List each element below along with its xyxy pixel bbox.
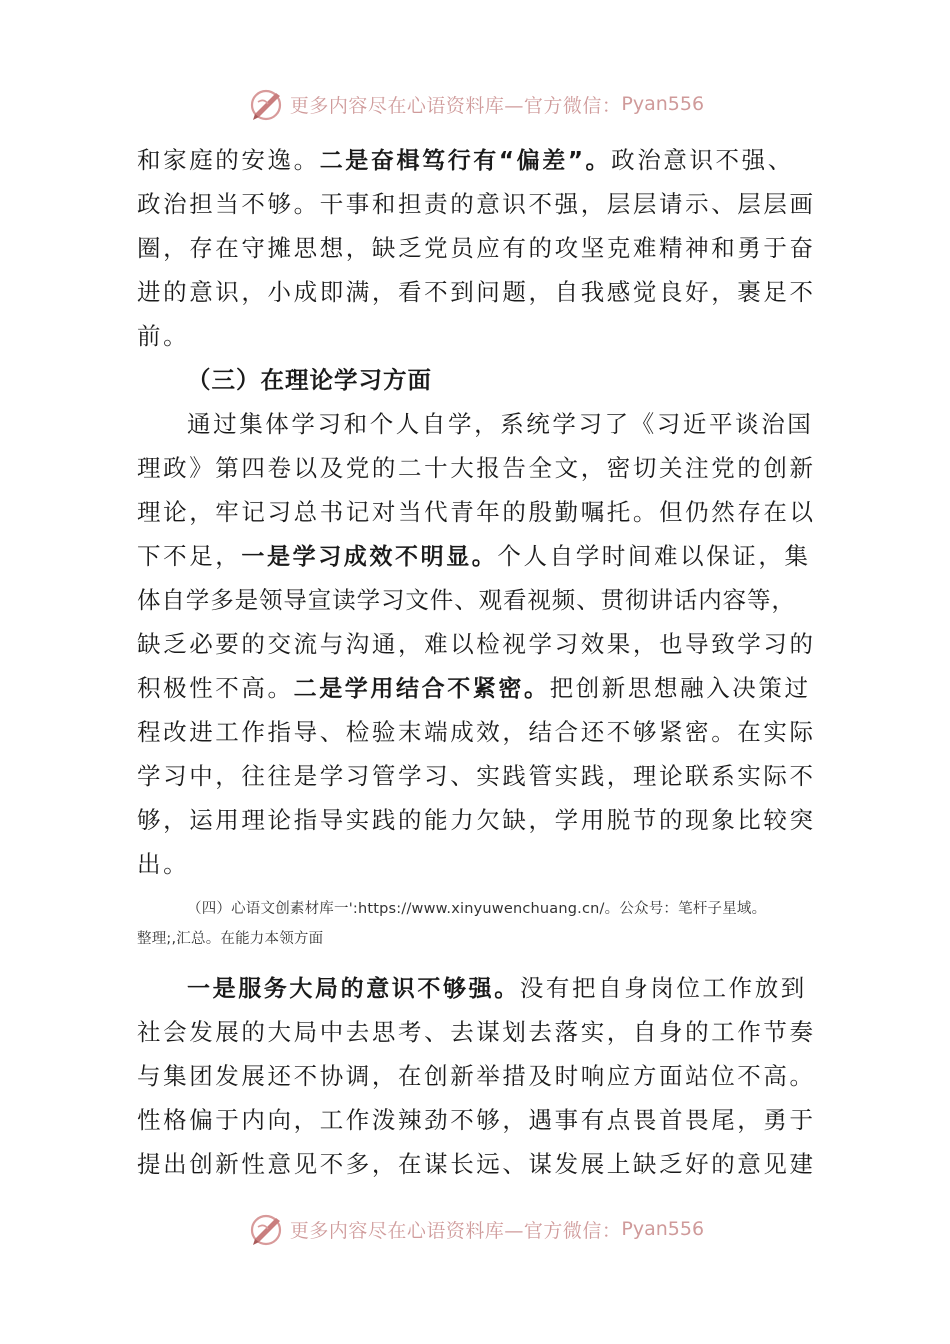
bold-phrase: 二是奋楫笃行有“偏差”。 xyxy=(319,148,612,174)
paragraph-line: 学习中，往往是学习管学习、实践管实践，理论联系实际不 xyxy=(137,762,816,790)
inserted-note-line: （四）心语文创素材库一':https://www.xinyuwenchuang.cn/。公众号：笔杆子星域。 xyxy=(187,901,767,917)
paragraph-line: 圈，存在守摊思想，缺乏党员应有的攻坚克难精神和勇于奋 xyxy=(137,234,816,262)
document-body xyxy=(137,138,817,1186)
paragraph-line: 和家庭的安逸。二是奋楫笃行有“偏差”。政治意识不强、 xyxy=(137,146,794,174)
banner-text: 更多内容尽在心语资料库—官方微信： xyxy=(289,94,622,117)
paragraph-line: 一是服务大局的意识不够强。没有把自身岗位工作放到 xyxy=(187,974,807,1002)
bold-phrase: 一是学习成效不明显。 xyxy=(241,544,498,570)
spacer xyxy=(137,954,817,966)
paragraph-line: 社会发展的大局中去思考、去谋划去落实，自身的工作节奏 xyxy=(137,1018,816,1046)
pen-logo-icon xyxy=(246,1209,286,1249)
banner-text: 更多内容尽在心语资料库—官方微信： xyxy=(289,1219,622,1242)
paragraph-line: 下不足，一是学习成效不明显。个人自学时间难以保证，集 xyxy=(137,542,811,570)
pen-logo-icon xyxy=(246,84,286,124)
header-watermark-banner xyxy=(0,82,950,126)
inserted-note-line: 整理;,汇总。在能力本领方面 xyxy=(137,931,324,947)
paragraph-line: 通过集体学习和个人自学，系统学习了《习近平谈治国 xyxy=(187,410,814,438)
paragraph-line: 够，运用理论指导实践的能力欠缺，学用脱节的现象比较突 xyxy=(137,806,816,834)
bold-phrase: 一是服务大局的意识不够强。 xyxy=(187,976,520,1002)
paragraph-line: 前。 xyxy=(137,322,190,350)
paragraph-line: 程改进工作指导、检验末端成效，结合还不够紧密。在实际 xyxy=(137,718,816,746)
paragraph-line: 提出创新性意见不多，在谋长远、谋发展上缺乏好的意见建 xyxy=(137,1150,816,1178)
section-heading: （三）在理论学习方面 xyxy=(187,366,432,394)
paragraph-line: 理论，牢记习总书记对当代青年的殷勤嘱托。但仍然存在以 xyxy=(137,498,816,526)
banner-wechat-id: Pyan556 xyxy=(621,93,705,115)
paragraph-line: 积极性不高。二是学用结合不紧密。把创新思想融入决策过 xyxy=(137,674,811,702)
paragraph-line: 政治担当不够。干事和担责的意识不强，层层请示、层层画 xyxy=(137,190,816,218)
paragraph-line: 进的意识，小成即满，看不到问题，自我感觉良好，裹足不 xyxy=(137,278,816,306)
footer-watermark-banner xyxy=(0,1207,950,1251)
paragraph-line: 与集团发展还不协调，在创新举措及时响应方面站位不高。 xyxy=(137,1062,816,1090)
banner-wechat-id: Pyan556 xyxy=(621,1218,705,1240)
paragraph-line: 缺乏必要的交流与沟通，难以检视学习效果，也导致学习的 xyxy=(137,630,816,658)
paragraph-line: 出。 xyxy=(137,850,190,878)
paragraph-line: 性格偏于内向，工作泼辣劲不够，遇事有点畏首畏尾，勇于 xyxy=(137,1106,816,1134)
paragraph-line: 体自学多是领导宣读学习文件、观看视频、贯彻讲话内容等， xyxy=(137,586,796,614)
bold-phrase: 二是学用结合不紧密。 xyxy=(293,676,550,702)
paragraph-line: 理政》第四卷以及党的二十大报告全文，密切关注党的创新 xyxy=(137,454,816,482)
